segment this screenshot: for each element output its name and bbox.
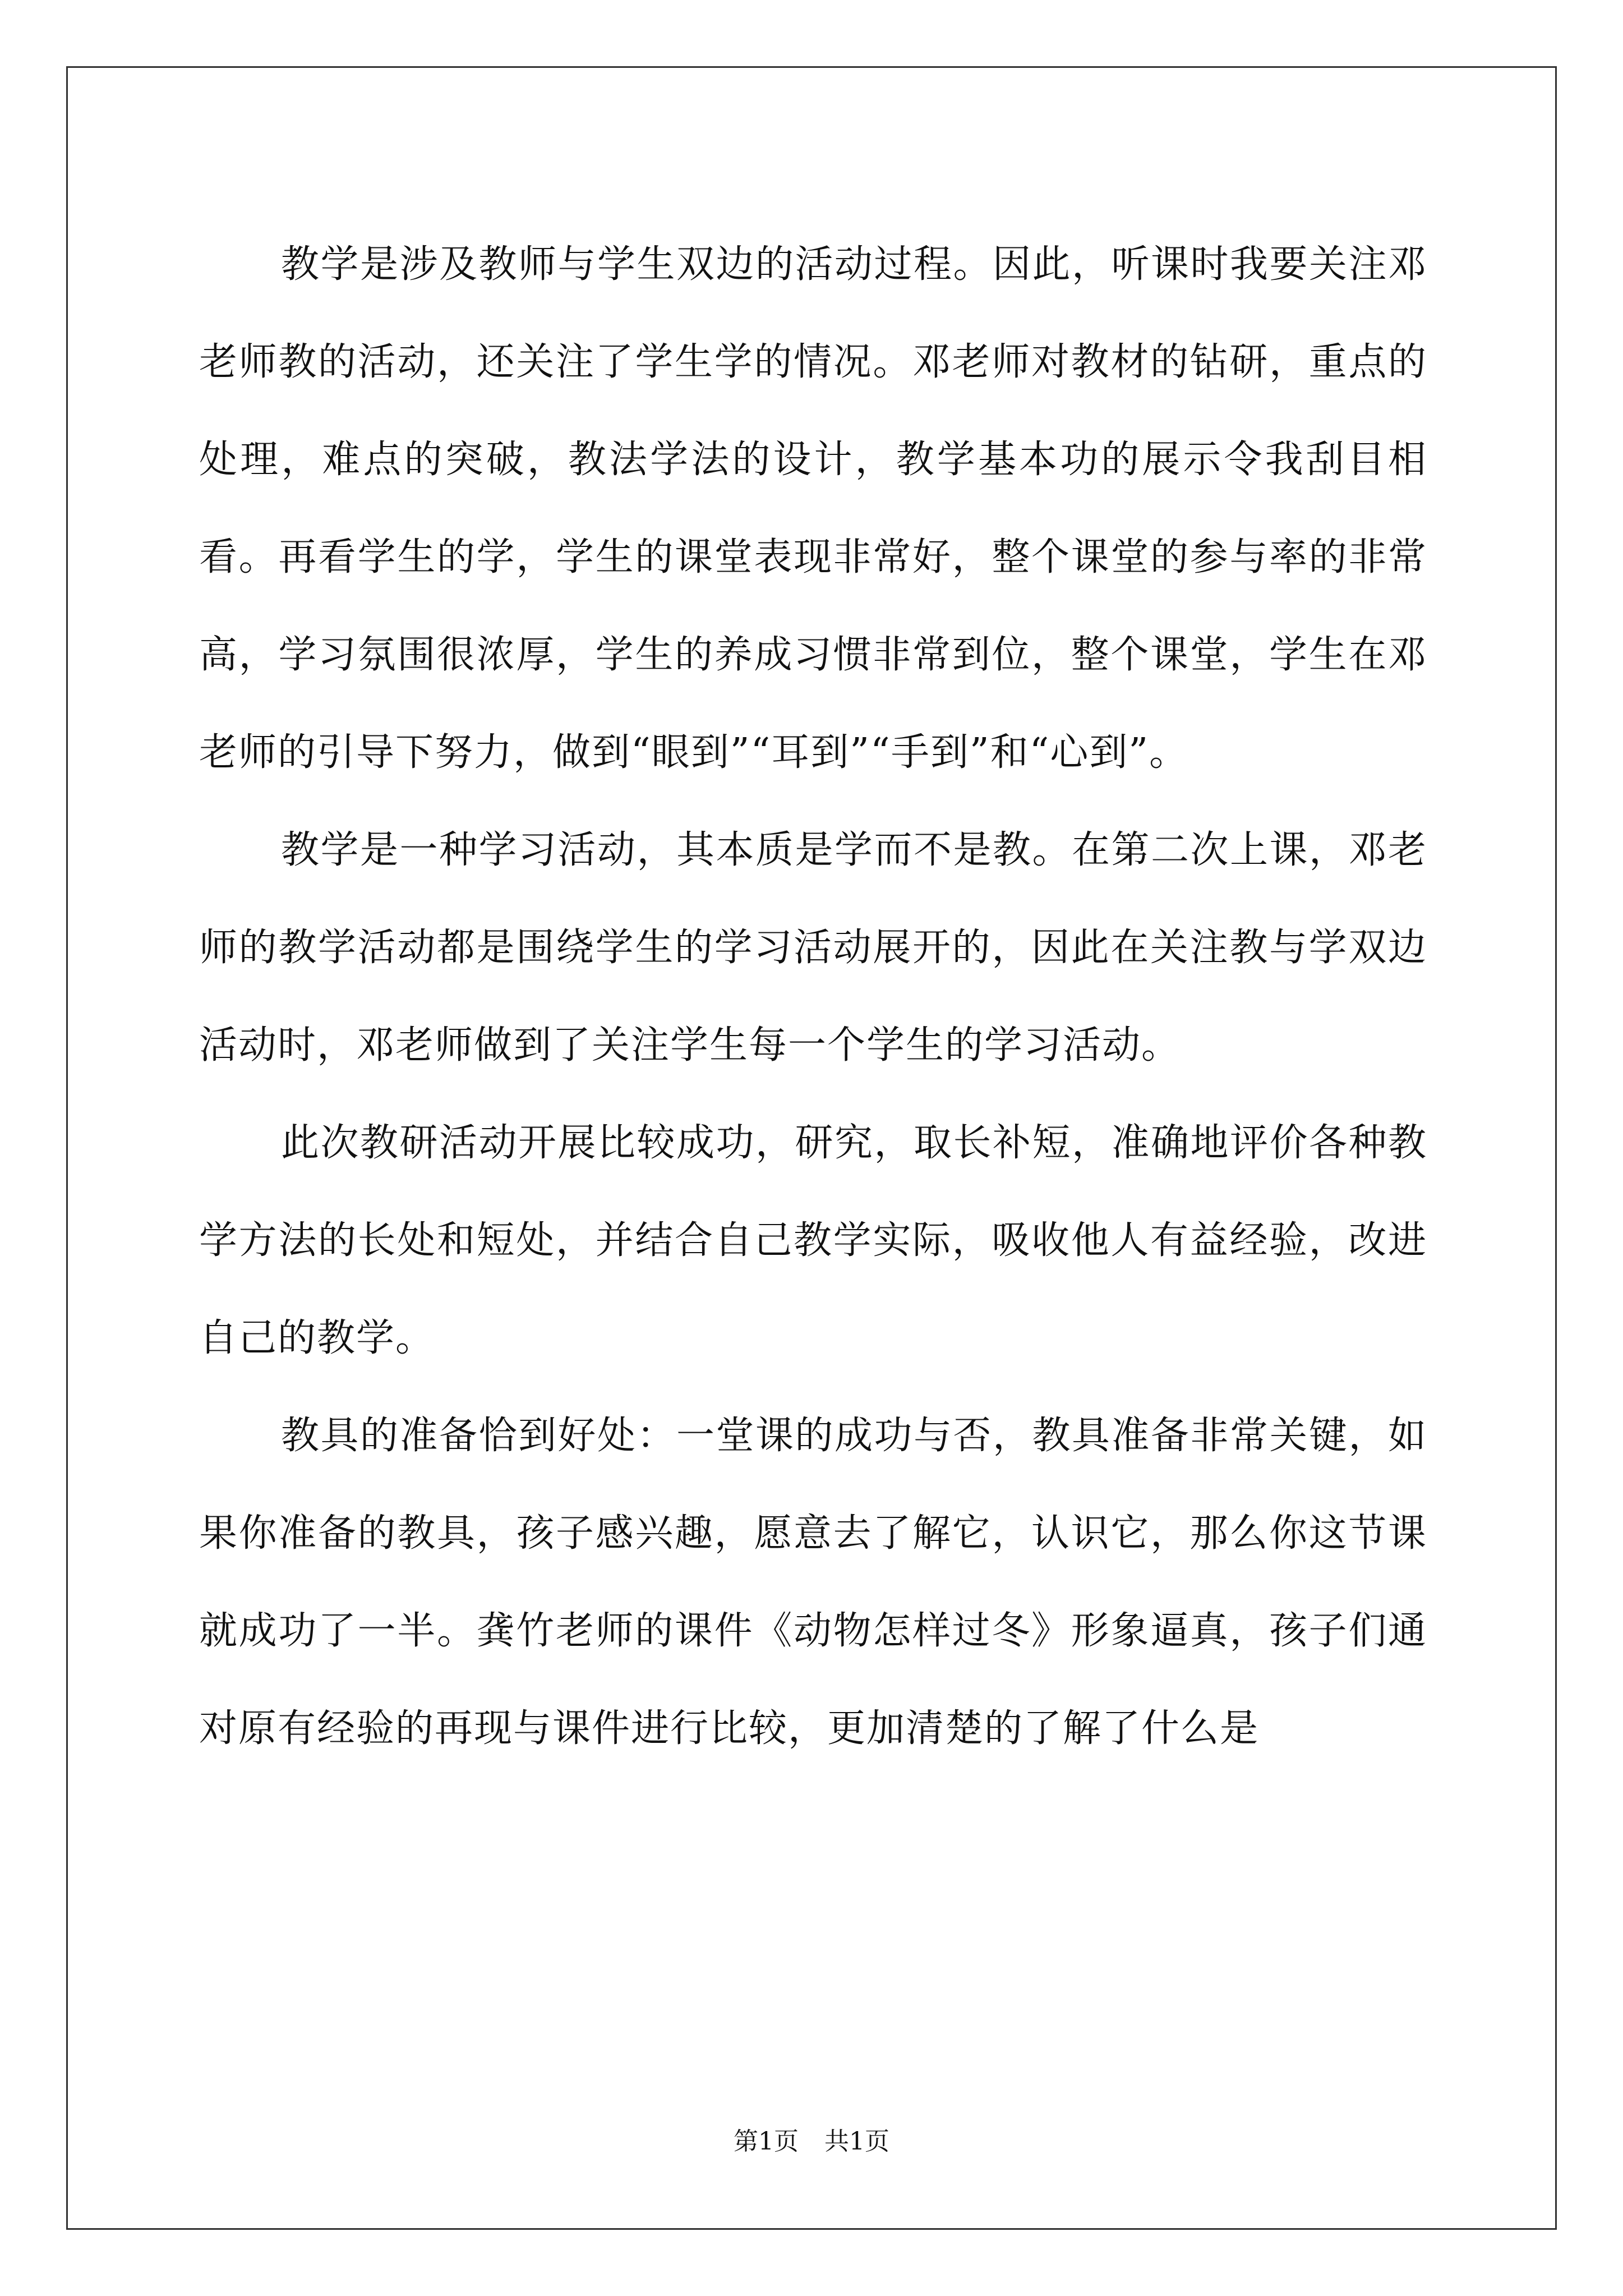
document-body bbox=[199, 216, 1427, 1778]
page-number-current: 第1页 bbox=[734, 2127, 799, 2156]
paragraph-1: 教学是涉及教师与学生双边的活动过程。因此，听课时我要关注邓老师教的活动，还关注了学生学的情况。邓老师对教材的钻研，重点的处理，难点的突破，教法学法的设计，教学基本功的展示令我刮目相看。再看学生的学，学生的课堂表现非常好，整个课堂的参与率的非常高，学习氛围很浓厚，学生的养成习惯非常到位，整个课堂，学生在邓老师的引导下努力，做到“眼到”“耳到”“手到”和“心到”。 bbox=[199, 242, 1427, 775]
paragraph-2: 教学是一种学习活动，其本质是学而不是教。在第二次上课，邓老师的教学活动都是围绕学生的学习活动展开的，因此在关注教与学双边活动时，邓老师做到了关注学生每一个学生的学习活动。 bbox=[199, 828, 1427, 1068]
page-number-total: 共1页 bbox=[824, 2127, 889, 2156]
paragraph-3: 此次教研活动开展比较成功，研究，取长补短，准确地评价各种教学方法的长处和短处，并结合自己教学实际，吸收他人有益经验，改进自己的教学。 bbox=[199, 1121, 1427, 1360]
page-footer bbox=[0, 2125, 1623, 2159]
paragraph-4: 教具的准备恰到好处：一堂课的成功与否，教具准备非常关键，如果你准备的教具，孩子感兴趣，愿意去了解它，认识它，那么你这节课就成功了一半。龚竹老师的课件《动物怎样过冬》形象逼真，孩子们通对原有经验的再现与课件进行比较，更加清楚的了解了什么是 bbox=[199, 1414, 1427, 1751]
